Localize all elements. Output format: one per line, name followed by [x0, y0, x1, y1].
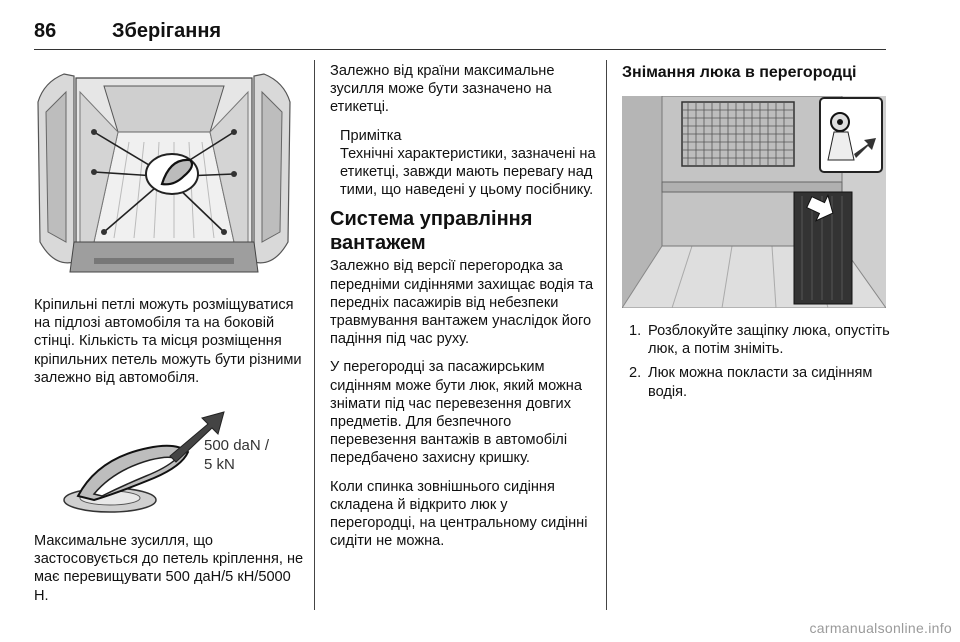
- hatch-steps-list: [622, 322, 890, 401]
- page-number: 86: [34, 20, 57, 42]
- note-body: Технічні характеристики, зазначені на етикетці, завжди мають перевагу над тими, що наведені у цьому посібнику.: [340, 145, 596, 199]
- step-2-number: 2.: [629, 365, 642, 382]
- hatch-paragraph: У перегородці за пасажирським сидінням може бути люк, який можна знімати під час перевезення довгих предметів. Для безпечного перевезення вантажів в автомобілі передбачено захисну кришку.: [330, 359, 582, 467]
- page-header: [34, 20, 221, 43]
- partition-paragraph: Залежно від версії перегородка за передніми сидіннями захищає водія та передніх пасажирів від небезпеки травмування вантажем унаслідок його падіння під час руху.: [330, 258, 594, 348]
- column-3-steps: [622, 322, 890, 407]
- force-label: [204, 436, 294, 474]
- section-title: Зберігання: [112, 20, 222, 42]
- watermark: carmanualsonline.info: [809, 620, 952, 636]
- country-paragraph: Залежно від країни максимальне зусилля може бути зазначено на етикетці.: [330, 63, 555, 116]
- header-rule: [34, 49, 886, 50]
- column-3-heading: [622, 64, 890, 82]
- column-1-text-top: [34, 296, 306, 397]
- column-divider-2: [606, 60, 607, 610]
- column-1-text-bottom: [34, 532, 306, 615]
- force-label-line2: 5 kN: [204, 456, 235, 473]
- step-1-number: 1.: [629, 323, 642, 339]
- column-divider-1: [314, 60, 315, 610]
- max-force-paragraph: Максимальне зусилля, що застосовується до петель кріплення, не має перевищувати 500 даН/5 кН/5000 Н.: [34, 533, 304, 604]
- step-1: [622, 322, 890, 358]
- cargo-management-heading: Система управління вантажем: [330, 208, 533, 255]
- step-2: [622, 364, 890, 400]
- step-1-text: Розблокуйте защіпку люка, опустіть люк, а потім зніміть.: [648, 323, 890, 358]
- note-title: Примітка: [340, 127, 402, 144]
- step-2-text: Люк можна покласти за сидінням водія.: [648, 365, 873, 400]
- column-2: [330, 62, 596, 560]
- seat-warning-paragraph: Коли спинка зовнішнього сидіння складена й відкрито люк у перегородці, на центральному сидінні сидіти не можна.: [330, 478, 588, 550]
- cargo-area-illustration: [34, 62, 294, 284]
- lashing-eyes-paragraph: Кріпильні петлі можуть розміщуватися на підлозі автомобіля та на боковій стінці. Кількість та місця розміщення кріпильних петель можуть бути різними залежно від автомобіля.: [34, 297, 302, 386]
- hatch-removal-heading: Знімання люка в перегородці: [622, 64, 857, 81]
- force-label-line1: 500 daN /: [204, 437, 270, 454]
- partition-hatch-illustration: [622, 96, 886, 308]
